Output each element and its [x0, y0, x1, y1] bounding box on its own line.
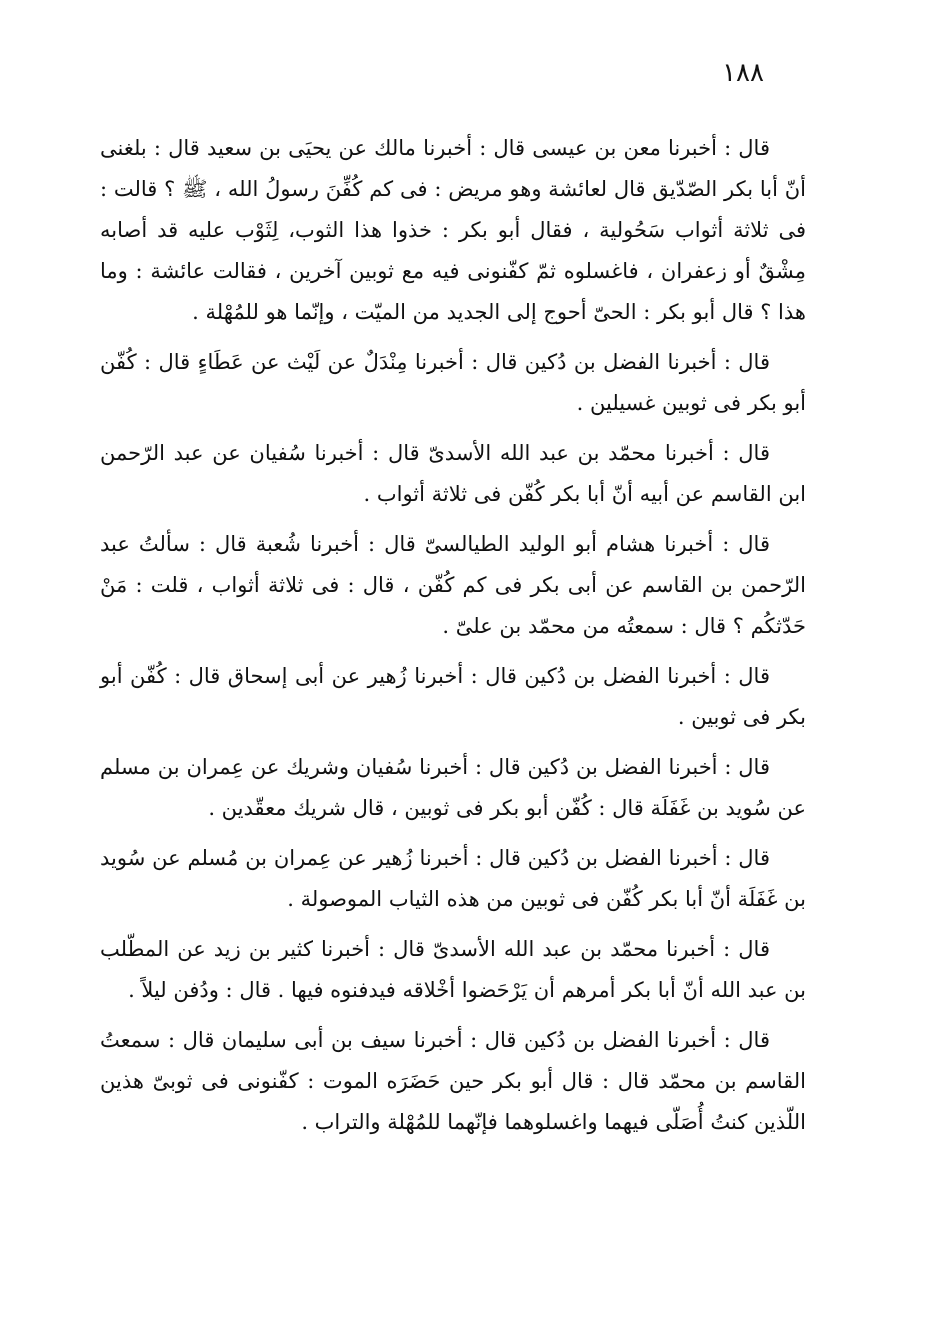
paragraph-8: قال : أخبرنا محمّد بن عبد الله الأسدىّ قال : أخبرنا كثير بن زيد عن المطّلب بن عبد الله أنّ أبا بكر أمرهم أن يَرْحَضوا أخْلاقه فيدفنوه فيها . قال : ودُفن ليلاً .	[100, 937, 806, 1002]
paragraph-2: قال : أخبرنا الفضل بن دُكين قال : أخبرنا مِنْدَلٌ عن لَيْث عن عَطَاءٍ قال : كُفّن أبو بكر فى ثوبين غسيلين .	[100, 350, 806, 415]
paragraph-5: قال : أخبرنا الفضل بن دُكين قال : أخبرنا زُهير عن أبى إسحاق قال : كُفّن أبو بكر فى ثوبين .	[100, 664, 806, 729]
paragraph-6: قال : أخبرنا الفضل بن دُكين قال : أخبرنا سُفيان وشريك عن عِمران بن مسلم عن سُويد بن غَفَلَة قال : كُفّن أبو بكر فى ثوبين ، قال شريك معقّدين .	[100, 755, 806, 820]
paragraph-1: قال : أخبرنا معن بن عيسى قال : أخبرنا مالك عن يحيَى بن سعيد قال : بلغنى أنّ أبا بكر الصّدّيق قال لعائشة وهو مريض : فى كم كُفِّنَ رسولُ الله ، ﷺ ؟ قالت : فى ثلاثة أثواب سَحُولية ، فقال أبو بكر : خذوا هذا الثوب، لِثَوْب عليه قد أصابه مِشْقٌ أو زعفران ، فاغسلوه ثمّ كفّنونى فيه مع ثوبين آخرين ، فقالت عائشة : وما هذا ؟ قال أبو بكر : الحىّ أحوج إلى الجديد من الميّت ، وإنّما هو للمُهْلة .	[100, 136, 806, 324]
page-body	[100, 128, 806, 1152]
page-number: ١٨٨	[722, 58, 764, 88]
paragraph-7: قال : أخبرنا الفضل بن دُكين قال : أخبرنا زُهير عن عِمران بن مُسلم عن سُويد بن غَفَلَة أنّ أبا بكر كُفّن فى ثوبين من هذه الثياب الموصولة .	[100, 846, 806, 911]
paragraph-3: قال : أخبرنا محمّد بن عبد الله الأسدىّ قال : أخبرنا سُفيان عن عبد الرّحمن ابن القاسم عن أبيه أنّ أبا بكر كُفّن فى ثلاثة أثواب .	[100, 441, 806, 506]
paragraph-4: قال : أخبرنا هشام أبو الوليد الطيالسىّ قال : أخبرنا شُعبة قال : سألتُ عبد الرّحمن بن القاسم عن أبى بكر فى كم كُفّن ، قال : فى ثلاثة أثواب ، قلت : مَنْ حَدّثكُم ؟ قال : سمعتُه من محمّد بن علىّ .	[100, 532, 806, 638]
paragraph-9: قال : أخبرنا الفضل بن دُكين قال : أخبرنا سيف بن أبى سليمان قال : سمعتُ القاسم بن محمّد قال : قال أبو بكر حين حَضَرَه الموت : كفّنونى فى ثوبىّ هذين اللّذين كنتُ أُصَلّى فيهما واغسلوهما فإنّهما للمُهْلة والتراب .	[100, 1028, 806, 1134]
